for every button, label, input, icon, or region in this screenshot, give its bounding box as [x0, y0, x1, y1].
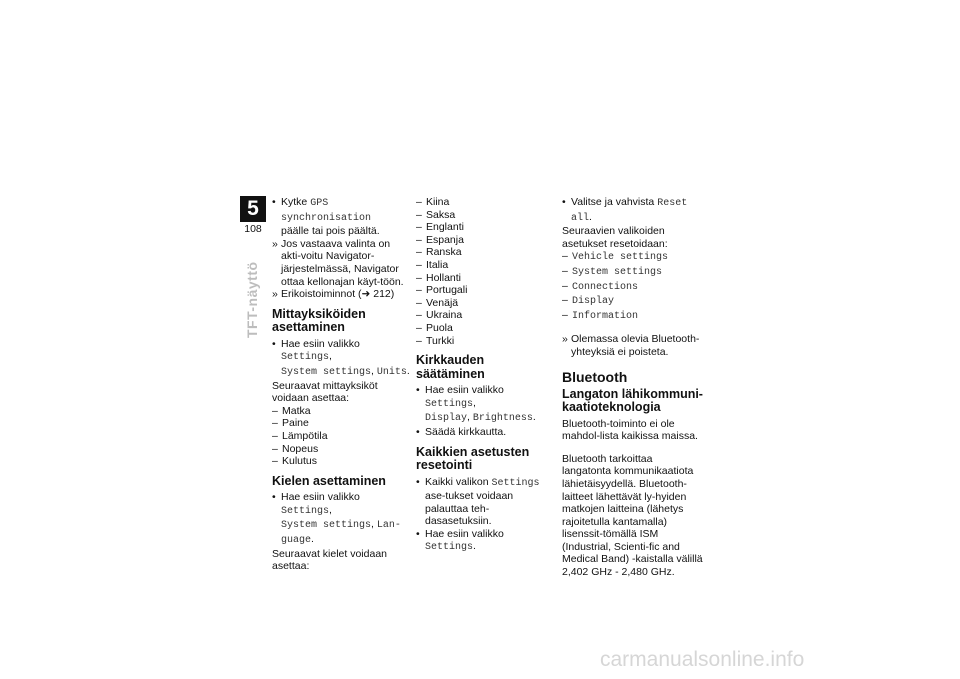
- bullet-marker: •: [272, 196, 276, 208]
- reset-intro: Seuraavien valikoiden asetukset resetoidaan:: [562, 225, 668, 250]
- bullet-units-menu: • Hae esiin valikko Settings, System settings, Units.: [272, 337, 410, 378]
- bullet-marker: •: [416, 527, 420, 540]
- bluetooth-paragraph-1: Bluetooth-toiminto ei ole mahdol-lista kaikissa maissa.: [562, 417, 698, 443]
- bullet-marker: •: [562, 196, 566, 208]
- bullet-reset-all: • Valitse ja vahvista Reset all.: [562, 196, 688, 224]
- list-item: – Portugali: [416, 284, 468, 297]
- bullet-reset-info: • Kaikki valikon Settings ase-tukset voidaan palauttaa teh-dasasetuksiin.: [416, 475, 540, 528]
- list-item: – Espanja: [416, 233, 464, 246]
- result-marker: »: [272, 288, 278, 301]
- column-2: [416, 196, 554, 555]
- bluetooth-paragraph-2: Bluetooth tarkoittaa langatonta kommunikaatiota lähietäisyydellä. Bluetooth-laitteet lähettävät ly-hyiden matkojen laitteina (lähetys rajoitetulla kantamalla) lisenssit-tömällä ISM (Industrial, Scienti-fic and Medical Band) -kaistalla välillä 2,402 GHz - 2,480 GHz.: [562, 452, 703, 579]
- list-item: – Paine: [272, 417, 309, 430]
- result-bluetooth-kept: » Olemassa olevia Bluetooth-yhteyksiä ei poisteta.: [562, 333, 700, 358]
- bullet-marker: •: [272, 491, 276, 504]
- result-navigator: » Jos vastaava valinta on akti-voitu Navigator-järjestelmässä, Navigator ottaa kellonajan käyt-töön.: [272, 237, 404, 288]
- list-item: – Venäjä: [416, 296, 459, 309]
- bullet-brightness-menu: • Hae esiin valikko Settings, Display, Brightness.: [416, 384, 536, 425]
- bullet-adjust-brightness: • Säädä kirkkautta.: [416, 425, 507, 438]
- bullet-gps-sync: • Kytke GPS synchronisation päälle tai pois päältä.: [272, 196, 380, 238]
- heading-bluetooth: Bluetooth: [562, 368, 628, 385]
- list-item: – Ranska: [416, 246, 462, 259]
- list-item: – Information: [562, 308, 639, 322]
- bullet-marker: •: [416, 475, 420, 488]
- list-item: – System settings: [562, 264, 663, 278]
- column-3: [562, 196, 704, 579]
- bullet-marker: •: [272, 337, 276, 350]
- list-item: – Kulutus: [272, 455, 318, 468]
- heading-brightness: Kirkkauden säätäminen: [416, 353, 485, 381]
- heading-units: Mittayksiköiden asettaminen: [272, 306, 366, 335]
- page-number: 108: [244, 223, 262, 235]
- list-item: – Matka: [272, 404, 311, 417]
- list-item: – Turkki: [416, 334, 455, 347]
- column-1: [272, 196, 412, 573]
- list-item: – Saksa: [416, 208, 456, 221]
- list-item: – Lämpötila: [272, 429, 328, 442]
- language-intro: Seuraavat kielet voidaan asettaa:: [272, 547, 387, 573]
- chapter-number: 5: [240, 196, 266, 222]
- bullet-marker: •: [416, 425, 420, 438]
- list-item: – Display: [562, 294, 615, 308]
- result-special-functions: » Erikoistoiminnot (➜ 212): [272, 288, 395, 301]
- list-item: – Italia: [416, 258, 449, 271]
- result-marker: »: [562, 333, 568, 346]
- list-item: – Ukraina: [416, 309, 463, 322]
- result-marker: »: [272, 237, 278, 250]
- list-item: – Hollanti: [416, 271, 462, 284]
- menu-code-gps-sync: GPS synchronisation: [281, 198, 372, 224]
- heading-language: Kielen asettaminen: [272, 473, 386, 488]
- list-item: – Puola: [416, 321, 453, 334]
- subheading-wireless: Langaton lähikommuni-kaatioteknologia: [562, 386, 703, 415]
- bullet-reset-menu: • Hae esiin valikko Settings.: [416, 527, 504, 554]
- list-item: – Vehicle settings: [562, 250, 669, 264]
- chapter-tab: [240, 196, 266, 238]
- watermark: carmanualsonline.info: [600, 648, 805, 671]
- list-item: – Nopeus: [272, 442, 319, 455]
- units-intro: Seuraavat mittayksiköt voidaan asettaa:: [272, 379, 378, 405]
- heading-reset: Kaikkien asetusten resetointi: [416, 444, 530, 472]
- list-item: – Kiina: [416, 196, 450, 208]
- list-item: – Englanti: [416, 221, 464, 234]
- list-item: – Connections: [562, 279, 639, 293]
- bullet-language-menu: • Hae esiin valikko Settings, System settings, Lan-guage.: [272, 491, 401, 546]
- side-chapter-title: TFT-näyttö: [244, 261, 260, 338]
- bullet-marker: •: [416, 384, 420, 397]
